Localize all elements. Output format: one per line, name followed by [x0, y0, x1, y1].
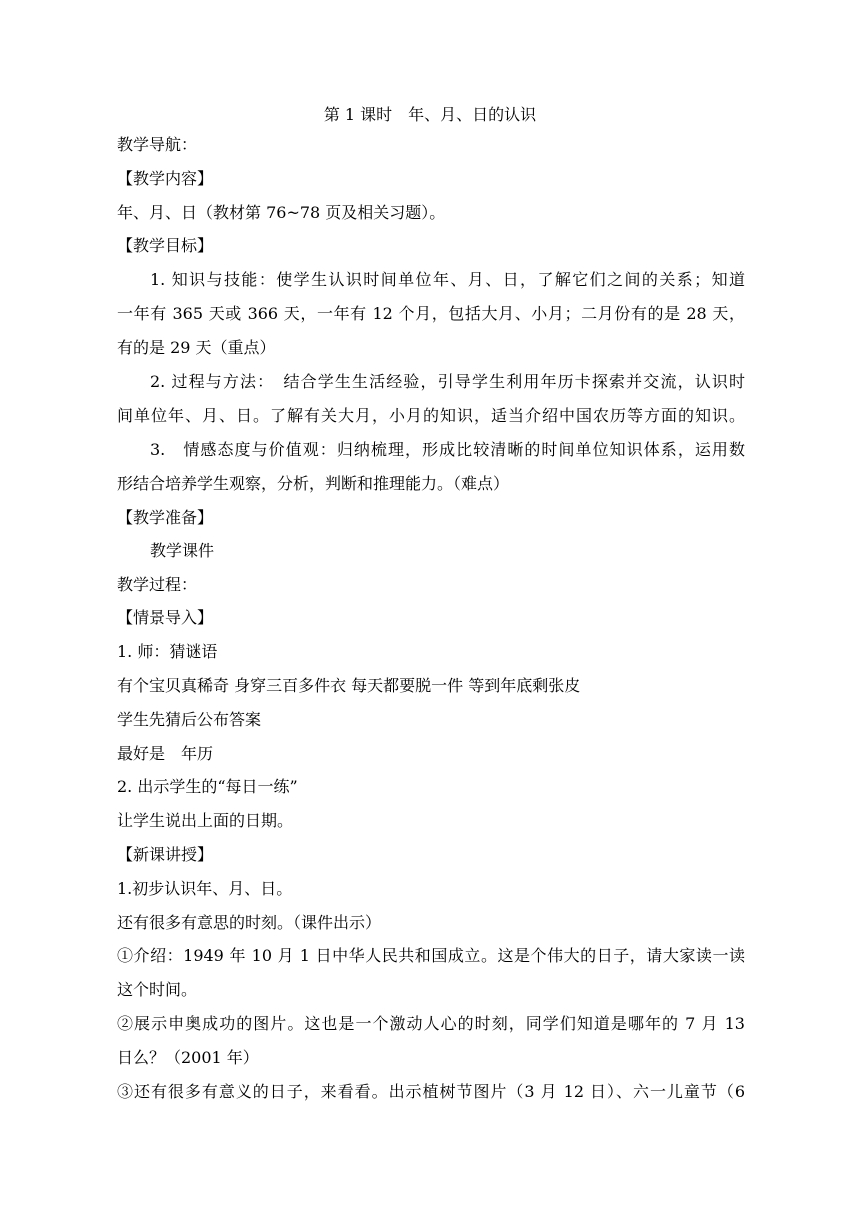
section-heading: 【教学目标】: [117, 236, 214, 255]
lesson-title: 第 1 课时 年、月、日的认识: [323, 105, 537, 124]
text-line: 1. 师：猜谜语: [117, 642, 218, 661]
section-heading: 【教学准备】: [117, 508, 214, 527]
text-line: ①介绍：1949 年 10 月 1 日中华人民共和国成立。这是个伟大的日子，请大家读一读: [117, 946, 745, 965]
text-line: 2. 过程与方法： 结合学生生活经验，引导学生利用年历卡探索并交流，认识时: [150, 372, 745, 391]
text-line: 一年有 365 天或 366 天，一年有 12 个月，包括大月、小月；二月份有的是 28 天，: [117, 304, 745, 323]
text-line: 最好是 年历: [117, 744, 214, 763]
text-line: 日么？（2001 年）: [117, 1048, 259, 1067]
text-line: 形结合培养学生观察，分析，判断和推理能力。（难点）: [117, 474, 510, 493]
section-heading: 【新课讲授】: [117, 845, 214, 864]
text-line: 有的是 29 天（重点）: [117, 338, 276, 357]
text-line: 1.初步认识年、月、日。: [117, 879, 293, 898]
section-heading: 【教学内容】: [117, 169, 214, 188]
text-line: 2. 出示学生的“每日一练”: [117, 777, 298, 796]
text-line: 教学过程：: [117, 575, 198, 594]
text-line: 间单位年、月、日。了解有关大月，小月的知识，适当介绍中国农历等方面的知识。: [117, 406, 745, 425]
text-line: 年、月、日（教材第 76~78 页及相关习题）。: [117, 203, 446, 222]
text-line: 还有很多有意思的时刻。（课件出示）: [117, 913, 382, 932]
section-heading: 【情景导入】: [117, 608, 214, 627]
text-line: 让学生说出上面的日期。: [117, 811, 294, 830]
text-line: ②展示申奥成功的图片。这也是一个激动人心的时刻，同学们知道是哪年的 7 月 13: [117, 1014, 745, 1033]
text-line: 3. 情感态度与价值观：归纳梳理，形成比较清晰的时间单位知识体系，运用数: [150, 440, 745, 459]
text-line: 1. 知识与技能：使学生认识时间单位年、月、日，了解它们之间的关系；知道: [150, 270, 745, 289]
text-line: 这个时间。: [117, 980, 198, 999]
text-line: ③还有很多有意义的日子，来看看。出示植树节图片（3 月 12 日）、六一儿童节（6: [117, 1082, 745, 1101]
text-line: 教学课件: [150, 541, 215, 560]
text-line: 学生先猜后公布答案: [117, 710, 262, 729]
text-line: 有个宝贝真稀奇 身穿三百多件衣 每天都要脱一件 等到年底剩张皮: [117, 676, 581, 695]
text-line: 教学导航：: [117, 135, 198, 154]
